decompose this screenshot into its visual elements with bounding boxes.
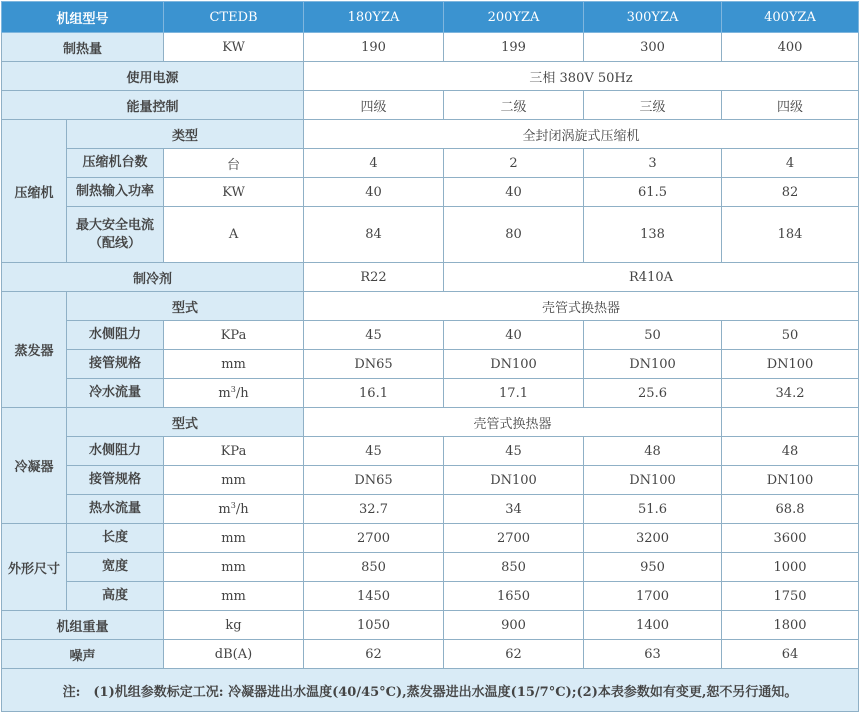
- row-label: 接管规格: [67, 350, 164, 379]
- value-cell: 61.5: [584, 178, 722, 207]
- value-cell: 950: [584, 553, 722, 582]
- value-cell: 850: [444, 553, 584, 582]
- row-label: 制冷剂: [2, 263, 304, 292]
- value-cell: DN100: [444, 466, 584, 495]
- row-label: 型式: [67, 408, 304, 437]
- value-cell: DN65: [304, 466, 444, 495]
- value-cell: 138: [584, 207, 722, 263]
- value-cell: DN100: [722, 350, 859, 379]
- value-cell: 300: [584, 33, 722, 62]
- condenser-type-row: [2, 408, 859, 437]
- value-cell: 3: [584, 149, 722, 178]
- row-label: [67, 207, 164, 263]
- unit-cell: mm: [164, 524, 304, 553]
- value-cell: 三相 380V 50Hz: [304, 62, 859, 91]
- value-cell: 全封闭涡旋式压缩机: [304, 120, 859, 149]
- row-label: 宽度: [67, 553, 164, 582]
- value-cell: 32.7: [304, 495, 444, 524]
- value-cell: 4: [304, 149, 444, 178]
- unit-cell: KW: [164, 33, 304, 62]
- value-cell: 34.2: [722, 379, 859, 408]
- value-cell: 51.6: [584, 495, 722, 524]
- row-label: 噪声: [2, 640, 164, 669]
- height-row: [2, 582, 859, 611]
- footnote: 注: (1)机组参数标定工况: 冷凝器进出水温度(40/45°C),蒸发器进出水温度(15/7°C);(2)本表参数如有变更,恕不另行通知。: [2, 669, 859, 712]
- length-row: [2, 524, 859, 553]
- value-cell: 34: [444, 495, 584, 524]
- row-label: 长度: [67, 524, 164, 553]
- unit-cell: mm: [164, 466, 304, 495]
- note-row: [2, 669, 859, 712]
- value-cell: 1650: [444, 582, 584, 611]
- value-cell: 二级: [444, 91, 584, 120]
- value-cell: DN100: [444, 350, 584, 379]
- evaporator-type-row: [2, 292, 859, 321]
- value-cell: 三级: [584, 91, 722, 120]
- value-cell: 四级: [304, 91, 444, 120]
- width-row: [2, 553, 859, 582]
- noise-row: [2, 640, 859, 669]
- row-label: 型式: [67, 292, 304, 321]
- unit-superscript: 3: [230, 501, 236, 510]
- value-cell: 1000: [722, 553, 859, 582]
- unit-base: m: [218, 386, 231, 401]
- value-cell: 40: [304, 178, 444, 207]
- value-cell: 48: [722, 437, 859, 466]
- model-name: 180YZA: [304, 2, 444, 33]
- row-label: 使用电源: [2, 62, 304, 91]
- unit-superscript: 3: [230, 385, 236, 394]
- value-cell: 80: [444, 207, 584, 263]
- evaporator-resistance-row: [2, 321, 859, 350]
- compressor-type-row: [2, 120, 859, 149]
- value-cell: 850: [304, 553, 444, 582]
- unit-tail: /h: [235, 386, 249, 401]
- value-cell: 1050: [304, 611, 444, 640]
- value-cell: 2700: [444, 524, 584, 553]
- value-cell: 4: [722, 149, 859, 178]
- value-cell: 64: [722, 640, 859, 669]
- value-cell: 68.8: [722, 495, 859, 524]
- row-label: 冷水流量: [67, 379, 164, 408]
- max-current-row: [2, 207, 859, 263]
- row-label: 机组重量: [2, 611, 164, 640]
- row-label-line: 最大安全电流: [76, 217, 155, 233]
- value-cell: 17.1: [444, 379, 584, 408]
- value-cell: 190: [304, 33, 444, 62]
- model-header-sub: CTEDB: [164, 2, 304, 33]
- unit-cell: [164, 379, 304, 408]
- unit-cell: 台: [164, 149, 304, 178]
- value-cell: 84: [304, 207, 444, 263]
- value-cell: 45: [304, 321, 444, 350]
- value-cell: 400: [722, 33, 859, 62]
- group-label: 外形尺寸: [2, 524, 67, 611]
- row-label: 压缩机台数: [67, 149, 164, 178]
- row-label: 热水流量: [67, 495, 164, 524]
- unit-cell: kg: [164, 611, 304, 640]
- value-cell: [722, 408, 859, 437]
- value-cell: 40: [444, 321, 584, 350]
- value-cell: 62: [304, 640, 444, 669]
- value-cell: DN100: [722, 466, 859, 495]
- model-name: 300YZA: [584, 2, 722, 33]
- row-label: 能量控制: [2, 91, 304, 120]
- unit-cell: KPa: [164, 437, 304, 466]
- heat-capacity-row: [2, 33, 859, 62]
- value-cell: 壳管式换热器: [304, 292, 859, 321]
- value-cell: 40: [444, 178, 584, 207]
- row-label: 类型: [67, 120, 304, 149]
- unit-cell: mm: [164, 582, 304, 611]
- evaporator-flow-row: [2, 379, 859, 408]
- value-cell: 壳管式换热器: [304, 408, 722, 437]
- unit-cell: [164, 495, 304, 524]
- value-cell: 1800: [722, 611, 859, 640]
- compressor-count-row: [2, 149, 859, 178]
- input-power-row: [2, 178, 859, 207]
- row-label: 制热输入功率: [67, 178, 164, 207]
- condenser-pipe-row: [2, 466, 859, 495]
- spec-table: [1, 1, 859, 712]
- value-cell: 45: [304, 437, 444, 466]
- value-cell: 1700: [584, 582, 722, 611]
- value-cell: 50: [722, 321, 859, 350]
- value-cell: 50: [584, 321, 722, 350]
- value-cell: 1750: [722, 582, 859, 611]
- value-cell: 四级: [722, 91, 859, 120]
- value-cell: 900: [444, 611, 584, 640]
- energy-control-row: [2, 91, 859, 120]
- evaporator-pipe-row: [2, 350, 859, 379]
- unit-base: m: [218, 502, 231, 517]
- row-label-line: （配线）: [89, 235, 142, 251]
- row-label: 制热量: [2, 33, 164, 62]
- value-cell: 199: [444, 33, 584, 62]
- value-cell: 16.1: [304, 379, 444, 408]
- value-cell: 62: [444, 640, 584, 669]
- group-label: 蒸发器: [2, 292, 67, 408]
- unit-cell: A: [164, 207, 304, 263]
- value-cell: DN65: [304, 350, 444, 379]
- value-cell: 184: [722, 207, 859, 263]
- unit-cell: mm: [164, 350, 304, 379]
- unit-cell: KW: [164, 178, 304, 207]
- value-cell: 1450: [304, 582, 444, 611]
- value-cell: DN100: [584, 466, 722, 495]
- value-cell: 82: [722, 178, 859, 207]
- value-cell: 2700: [304, 524, 444, 553]
- value-cell: R410A: [444, 263, 859, 292]
- condenser-flow-row: [2, 495, 859, 524]
- unit-tail: /h: [235, 502, 249, 517]
- group-label: 压缩机: [2, 120, 67, 263]
- row-label: 接管规格: [67, 466, 164, 495]
- model-name: 200YZA: [444, 2, 584, 33]
- power-supply-row: [2, 62, 859, 91]
- value-cell: 48: [584, 437, 722, 466]
- header-row: [2, 2, 859, 33]
- weight-row: [2, 611, 859, 640]
- unit-cell: mm: [164, 553, 304, 582]
- group-label: 冷凝器: [2, 408, 67, 524]
- value-cell: 45: [444, 437, 584, 466]
- value-cell: 3200: [584, 524, 722, 553]
- value-cell: 2: [444, 149, 584, 178]
- value-cell: R22: [304, 263, 444, 292]
- value-cell: 25.6: [584, 379, 722, 408]
- row-label: 高度: [67, 582, 164, 611]
- model-name: 400YZA: [722, 2, 859, 33]
- model-header-label: 机组型号: [2, 2, 164, 33]
- unit-cell: KPa: [164, 321, 304, 350]
- row-label: 水侧阻力: [67, 321, 164, 350]
- row-label: 水侧阻力: [67, 437, 164, 466]
- value-cell: 63: [584, 640, 722, 669]
- value-cell: 3600: [722, 524, 859, 553]
- value-cell: 1400: [584, 611, 722, 640]
- unit-cell: dB(A): [164, 640, 304, 669]
- refrigerant-row: [2, 263, 859, 292]
- value-cell: DN100: [584, 350, 722, 379]
- condenser-resistance-row: [2, 437, 859, 466]
